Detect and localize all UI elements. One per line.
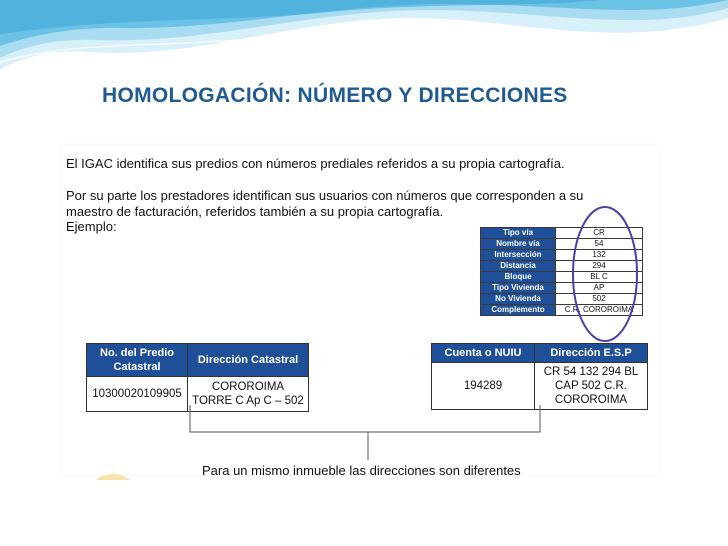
igac-table bbox=[86, 343, 309, 412]
attribute-key: Nombre vía bbox=[481, 239, 556, 250]
attribute-key: Bloque bbox=[481, 272, 556, 283]
value-highlight-ellipse bbox=[570, 204, 640, 344]
decorative-mark bbox=[96, 472, 130, 480]
attribute-key: Tipo Vivienda bbox=[481, 283, 556, 294]
esp-direccion: CR 54 132 294 BL CAP 502 C.R. COROROIMA bbox=[535, 363, 648, 410]
attribute-value: 54 bbox=[556, 239, 643, 250]
attribute-value: 132 bbox=[556, 250, 643, 261]
body-line-4: Ejemplo: bbox=[66, 219, 117, 234]
table-row bbox=[432, 363, 648, 410]
attribute-key: Distancia bbox=[481, 261, 556, 272]
connector-bracket bbox=[180, 405, 550, 460]
esp-header-cuenta: Cuenta o NUIU bbox=[432, 344, 535, 363]
attribute-key: Intersección bbox=[481, 250, 556, 261]
attribute-value: C.R. COROROIMA bbox=[556, 305, 643, 316]
attribute-value: AP bbox=[556, 283, 643, 294]
esp-table bbox=[431, 343, 648, 410]
header-wave-decoration bbox=[0, 0, 728, 90]
igac-header-predio: No. del Predio Catastral bbox=[87, 344, 188, 377]
esp-header-direccion: Dirección E.S.P bbox=[535, 344, 648, 363]
attribute-value: BL C bbox=[556, 272, 643, 283]
caption: Para un mismo inmueble las direcciones son diferentes bbox=[202, 463, 521, 478]
igac-direccion: COROROIMA TORRE C Ap C – 502 bbox=[188, 377, 309, 412]
esp-cuenta: 194289 bbox=[432, 363, 535, 410]
attribute-value: CR bbox=[556, 228, 643, 239]
attribute-key: Tipo vía bbox=[481, 228, 556, 239]
igac-header-direccion: Dirección Catastral bbox=[188, 344, 309, 377]
body-line-2: Por su parte los prestadores identifican sus usuarios con números que corresponden a su bbox=[66, 188, 584, 203]
body-line-1: El IGAC identifica sus predios con números prediales referidos a su propia cartografía. bbox=[66, 156, 565, 171]
attribute-value: 502 bbox=[556, 294, 643, 305]
attribute-key: Complemento bbox=[481, 305, 556, 316]
igac-predio-number: 10300020109905 bbox=[87, 377, 188, 412]
attribute-key: No Vivienda bbox=[481, 294, 556, 305]
slide-title: HOMOLOGACIÓN: NÚMERO Y DIRECCIONES bbox=[102, 84, 568, 107]
attribute-value: 294 bbox=[556, 261, 643, 272]
body-line-3: maestro de facturación, referidos también a su propia cartografía. bbox=[66, 204, 444, 219]
